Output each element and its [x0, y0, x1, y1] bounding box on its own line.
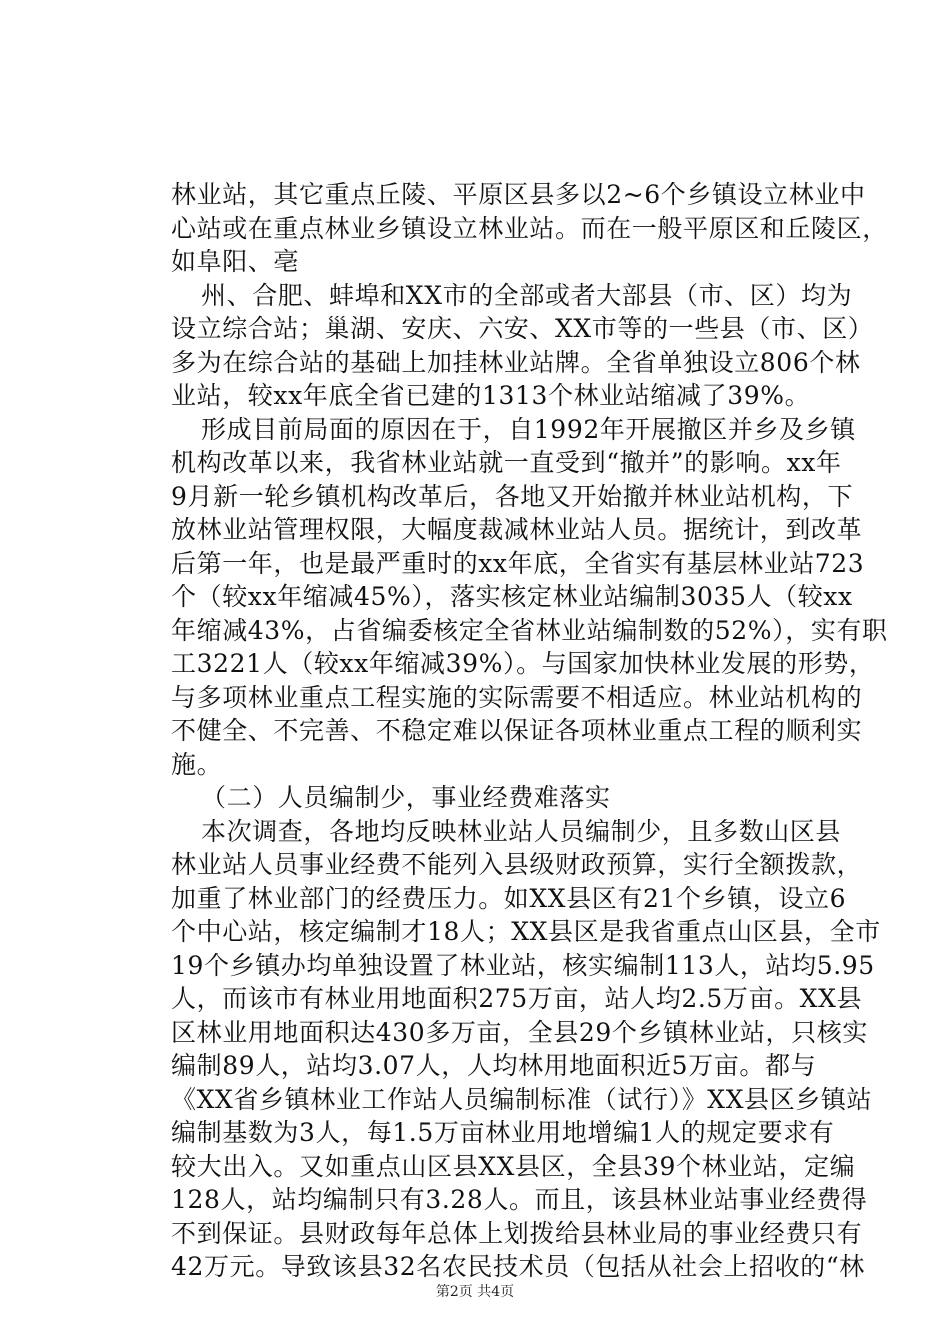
text-line: 放林业站管理权限，大幅度裁减林业站人员。据统计，到改革	[171, 515, 863, 544]
text-line: 机构改革以来，我省林业站就一直受到“撤并”的影响。xx年	[171, 448, 842, 477]
text-line: 如阜阳、亳	[171, 247, 300, 276]
page-footer: 第2页 共4页	[435, 1284, 515, 1300]
text-line: 人，而该市有林业用地面积275万亩，站人均2.5万亩。XX县	[171, 984, 863, 1013]
text-line: 工3221人（较xx年缩减39%）。与国家加快林业发展的形势，	[171, 649, 875, 678]
text-line: 个中心站，核定编制才18人；XX县区是我省重点山区县，全市	[171, 917, 881, 946]
text-line: 区林业用地面积达430多万亩，全县29个乡镇林业站，只核实	[171, 1017, 868, 1047]
text-line: 个（较xx年缩减45%），落实核定林业站编制3035人（较xx	[171, 582, 853, 611]
text-line: 不到保证。县财政每年总体上划拨给县林业局的事业经费只有	[171, 1218, 863, 1248]
text-line: 加重了林业部门的经费压力。如XX县区有21个乡镇，设立6	[171, 883, 847, 913]
text-line: 多为在综合站的基础上加挂林业站牌。全省单独设立806个林	[171, 347, 861, 377]
text-line: 编制基数为3人，每1.5万亩林业用地增编1人的规定要求有	[171, 1118, 835, 1147]
text-line: 设立综合站；巢湖、安庆、六安、XX市等的一些县（市、区）	[171, 314, 874, 343]
text-line: 年缩减43%，占省编委核定全省林业站编制数的52%），实有职	[171, 615, 888, 645]
text-line: 业站，较xx年底全省已建的1313个林业站缩减了39%。	[171, 381, 811, 410]
text-line: 42万元。导致该县32名农民技术员（包括从社会上招收的“林	[171, 1252, 865, 1281]
text-line: 施。	[171, 749, 223, 779]
text-line: 本次调查，各地均反映林业站人员编制少，且多数山区县	[201, 816, 842, 846]
body-text	[171, 178, 888, 1284]
text-line: （二）人员编制少，事业经费难落实	[201, 783, 611, 812]
text-line: 9月新一轮乡镇机构改革后，各地又开始撤并林业站机构，下	[171, 481, 854, 511]
text-line: 州、合肥、蚌埠和XX市的全部或者大部县（市、区）均为	[201, 280, 853, 310]
text-line: 128人，站均编制只有3.28人。而且，该县林业站事业经费得	[171, 1185, 868, 1214]
text-line: 不健全、不完善、不稳定难以保证各项林业重点工程的顺利实	[171, 716, 863, 745]
text-line: 心站或在重点林业乡镇设立林业站。而在一般平原区和丘陵区，	[171, 213, 888, 243]
text-line: 19个乡镇办均单独设置了林业站，核实编制113人，站均5.95	[171, 950, 875, 980]
text-line: 较大出入。又如重点山区县XX县区，全县39个林业站，定编	[171, 1151, 856, 1181]
text-line: 后第一年，也是最严重时的xx年底，全省实有基层林业站723	[171, 548, 865, 578]
text-line: 编制89人，站均3.07人，人均林用地面积近5万亩。都与	[171, 1051, 817, 1080]
text-line: 与多项林业重点工程实施的实际需要不相适应。林业站机构的	[171, 682, 863, 712]
text-line: 林业站，其它重点丘陵、平原区县多以2~6个乡镇设立林业中	[171, 180, 866, 209]
text-line: 形成目前局面的原因在于，自1992年开展撤区并乡及乡镇	[201, 414, 856, 444]
text-line: 《XX省乡镇林业工作站人员编制标准（试行）》XX县区乡镇站	[171, 1084, 873, 1114]
text-line: 林业站人员事业经费不能列入县级财政预算，实行全额拨款，	[171, 850, 863, 879]
